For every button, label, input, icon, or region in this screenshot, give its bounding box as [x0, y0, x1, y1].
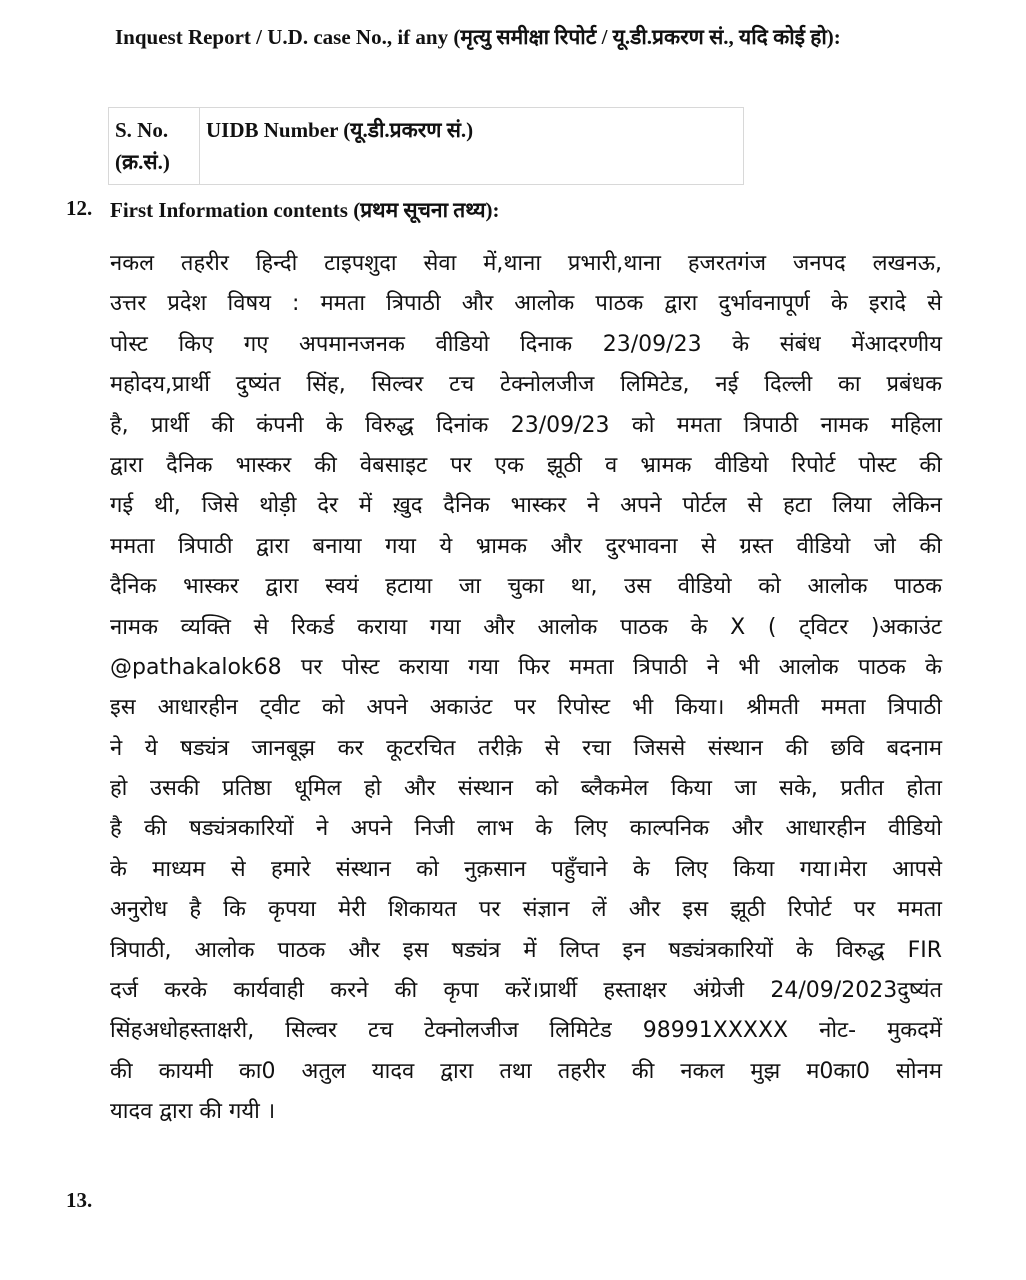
fir-line: है, प्रार्थी की कंपनी के विरुद्ध दिनांक 23/09/23 को ममता त्रिपाठी नामक महिला	[110, 412, 942, 438]
fir-line: है की षड्यंत्रकारियों ने अपने निजी लाभ के लिए काल्पनिक और आधारहीन वीडियो	[110, 816, 942, 842]
fir-line: महोदय,प्रार्थी दुष्यंत सिंह, सिल्वर टच टेक्नोलजीज लिमिटेड, नई दिल्ली का प्रबंधक	[110, 372, 942, 398]
fir-line: द्वारा दैनिक भास्कर की वेबसाइट पर एक झूठी व भ्रामक वीडियो रिपोर्ट पोस्ट की	[110, 452, 942, 478]
fir-line: की कायमी का0 अतुल यादव द्वारा तथा तहरीर की नकल मुझ म0का0 सोनम	[110, 1058, 942, 1084]
section-12-number: 12.	[66, 196, 93, 220]
fir-line: @pathakalok68 पर पोस्ट कराया गया फिर ममता त्रिपाठी ने भी आलोक पाठक के	[110, 654, 942, 680]
sno-header-cell: S. No. (क्र.सं.)	[109, 108, 200, 185]
fir-line: ममता त्रिपाठी द्वारा बनाया गया ये भ्रामक और दुरभावना से ग्रस्त वीडियो जो की	[110, 533, 942, 559]
fir-line: दर्ज करके कार्यवाही करने की कृपा करें।प्रार्थी हस्ताक्षर अंग्रेजी 24/09/2023दुष्यंत	[110, 978, 942, 1004]
fir-line: यादव द्वारा की गयी ।	[110, 1099, 276, 1125]
fir-line: ने ये षड्यंत्र जानबूझ कर कूटरचित तरीक़े से रचा जिससे संस्थान की छवि बदनाम	[110, 735, 942, 761]
fir-line: उत्तर प्रदेश विषय : ममता त्रिपाठी और आलोक पाठक द्वारा दुर्भावनापूर्ण के इरादे से	[110, 291, 942, 317]
fir-line: दैनिक भास्कर द्वारा स्वयं हटाया जा चुका था, उस वीडियो को आलोक पाठक	[110, 574, 942, 600]
fir-line: इस आधारहीन ट्वीट को अपने अकाउंट पर रिपोस्ट भी किया। श्रीमती ममता त्रिपाठी	[110, 695, 942, 721]
fir-line: त्रिपाठी, आलोक पाठक और इस षड्यंत्र में लिप्त इन षड्यंत्रकारियों के विरुद्ध FIR	[110, 937, 942, 963]
uidb-table	[108, 107, 744, 185]
fir-line: अनुरोध है कि कृपया मेरी शिकायत पर संज्ञान लें और इस झूठी रिपोर्ट पर ममता	[110, 897, 942, 923]
fir-line: सिंहअधोहस्ताक्षरी, सिल्वर टच टेक्नोलजीज लिमिटेड 98991XXXXX नोट- मुकदमें	[110, 1018, 942, 1044]
fir-line: नकल तहरीर हिन्दी टाइपशुदा सेवा में,थाना प्रभारी,थाना हजरतगंज जनपद लखनऊ,	[110, 251, 942, 276]
first-information-contents	[110, 244, 942, 1133]
uidb-number-header-cell: UIDB Number (यू.डी.प्रकरण सं.)	[200, 108, 744, 185]
uidb-table-header-row	[109, 108, 744, 185]
fir-line: के माध्यम से हमारे संस्थान को नुक़सान पहुँचाने के लिए किया गया।मेरा आपसे	[110, 856, 942, 882]
fir-line: पोस्ट किए गए अपमानजनक वीडियो दिनाक 23/09/23 के संबंध मेंआदरणीय	[110, 331, 942, 357]
section-12-title: First Information contents (प्रथम सूचना तथ्य):	[110, 198, 500, 222]
section-13-number: 13.	[66, 1188, 93, 1212]
inquest-report-heading: Inquest Report / U.D. case No., if any (मृत्यु समीक्षा रिपोर्ट / यू.डी.प्रकरण सं., यदि कोई हो):	[115, 25, 841, 49]
fir-line: नामक व्यक्ति से रिकर्ड कराया गया और आलोक पाठक के X ( ट्विटर )अकाउंट	[110, 614, 942, 640]
fir-line: गई थी, जिसे थोड़ी देर में ख़ुद दैनिक भास्कर ने अपने पोर्टल से हटा लिया लेकिन	[110, 493, 942, 519]
fir-line: हो उसकी प्रतिष्ठा धूमिल हो और संस्थान को ब्लैकमेल किया जा सके, प्रतीत होता	[110, 776, 942, 802]
